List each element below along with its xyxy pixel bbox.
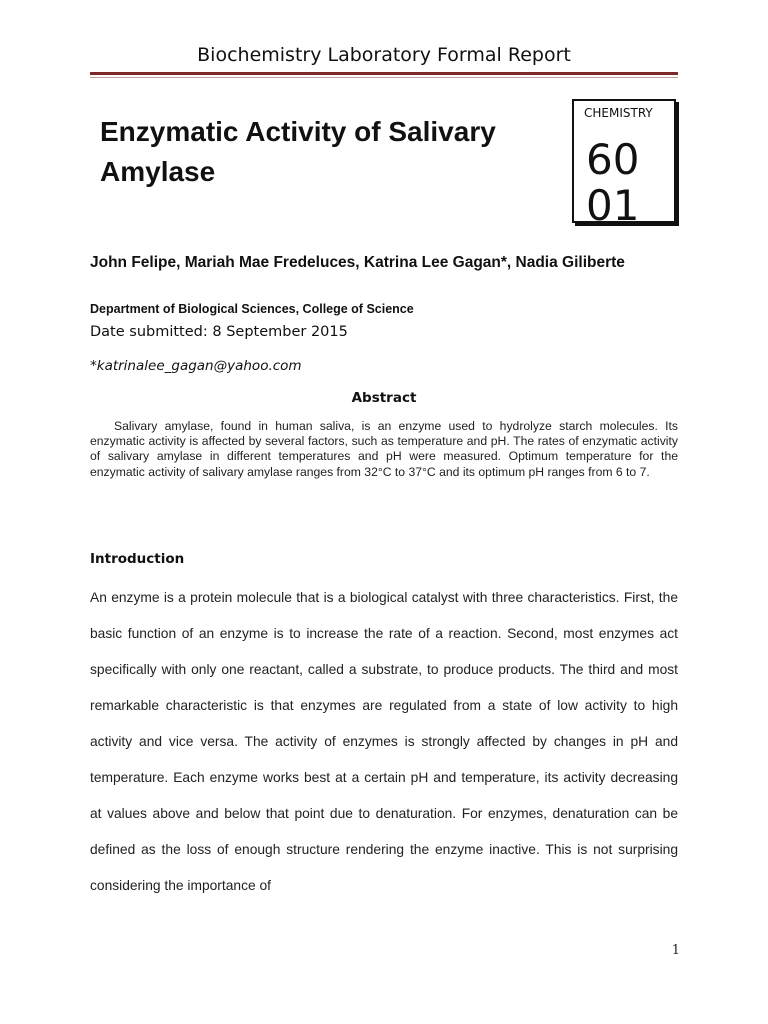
course-name: CHEMISTRY [584, 106, 653, 120]
course-code: 60 01 [586, 135, 640, 223]
course-box [572, 99, 676, 223]
header-rule-thin [90, 77, 678, 78]
header-rule [90, 72, 678, 75]
date-submitted: Date submitted: 8 September 2015 [90, 324, 348, 340]
corresponding-email: *katrinalee_gagan@yahoo.com [90, 358, 302, 374]
running-header: Biochemistry Laboratory Formal Report [197, 44, 571, 66]
introduction-heading: Introduction [90, 551, 185, 567]
abstract-heading: Abstract [351, 390, 417, 406]
page-number: 1 [671, 943, 680, 958]
abstract-text: Salivary amylase, found in human saliva, is an enzyme used to hydrolyze starch molecules. Its enzymatic activity is affected by several factors, such as temperature and pH. The rates of enzymatic activity of salivary amylase in different temperatures and pH were measured. Optimum temperature for the enzymatic activity of salivary amylase ranges from 32°C to 37°C and its optimum pH ranges from 6 to 7. [90, 419, 678, 479]
report-title: Enzymatic Activity of Salivary Amylase [100, 116, 496, 187]
department: Department of Biological Sciences, College of Science [90, 302, 414, 316]
introduction-text: An enzyme is a protein molecule that is a biological catalyst with three characteristics. First, the basic function of an enzyme is to increase the rate of a reaction. Second, most enzymes act specifically with only one reactant, called a substrate, to produce products. The third and most remarkable characteristic is that enzymes are regulated from a state of low activity to high activity and vice versa. The activity of enzymes is strongly affected by changes in pH and temperature. Each enzyme works best at a certain pH and temperature, its activity decreasing at values above and below that point due to denaturation. For enzymes, denaturation can be defined as the loss of enough structure rendering the enzyme inactive. This is not surprising considering the importance of [90, 590, 678, 893]
author-list: John Felipe, Mariah Mae Fredeluces, Katrina Lee Gagan*, Nadia Giliberte [90, 254, 625, 271]
